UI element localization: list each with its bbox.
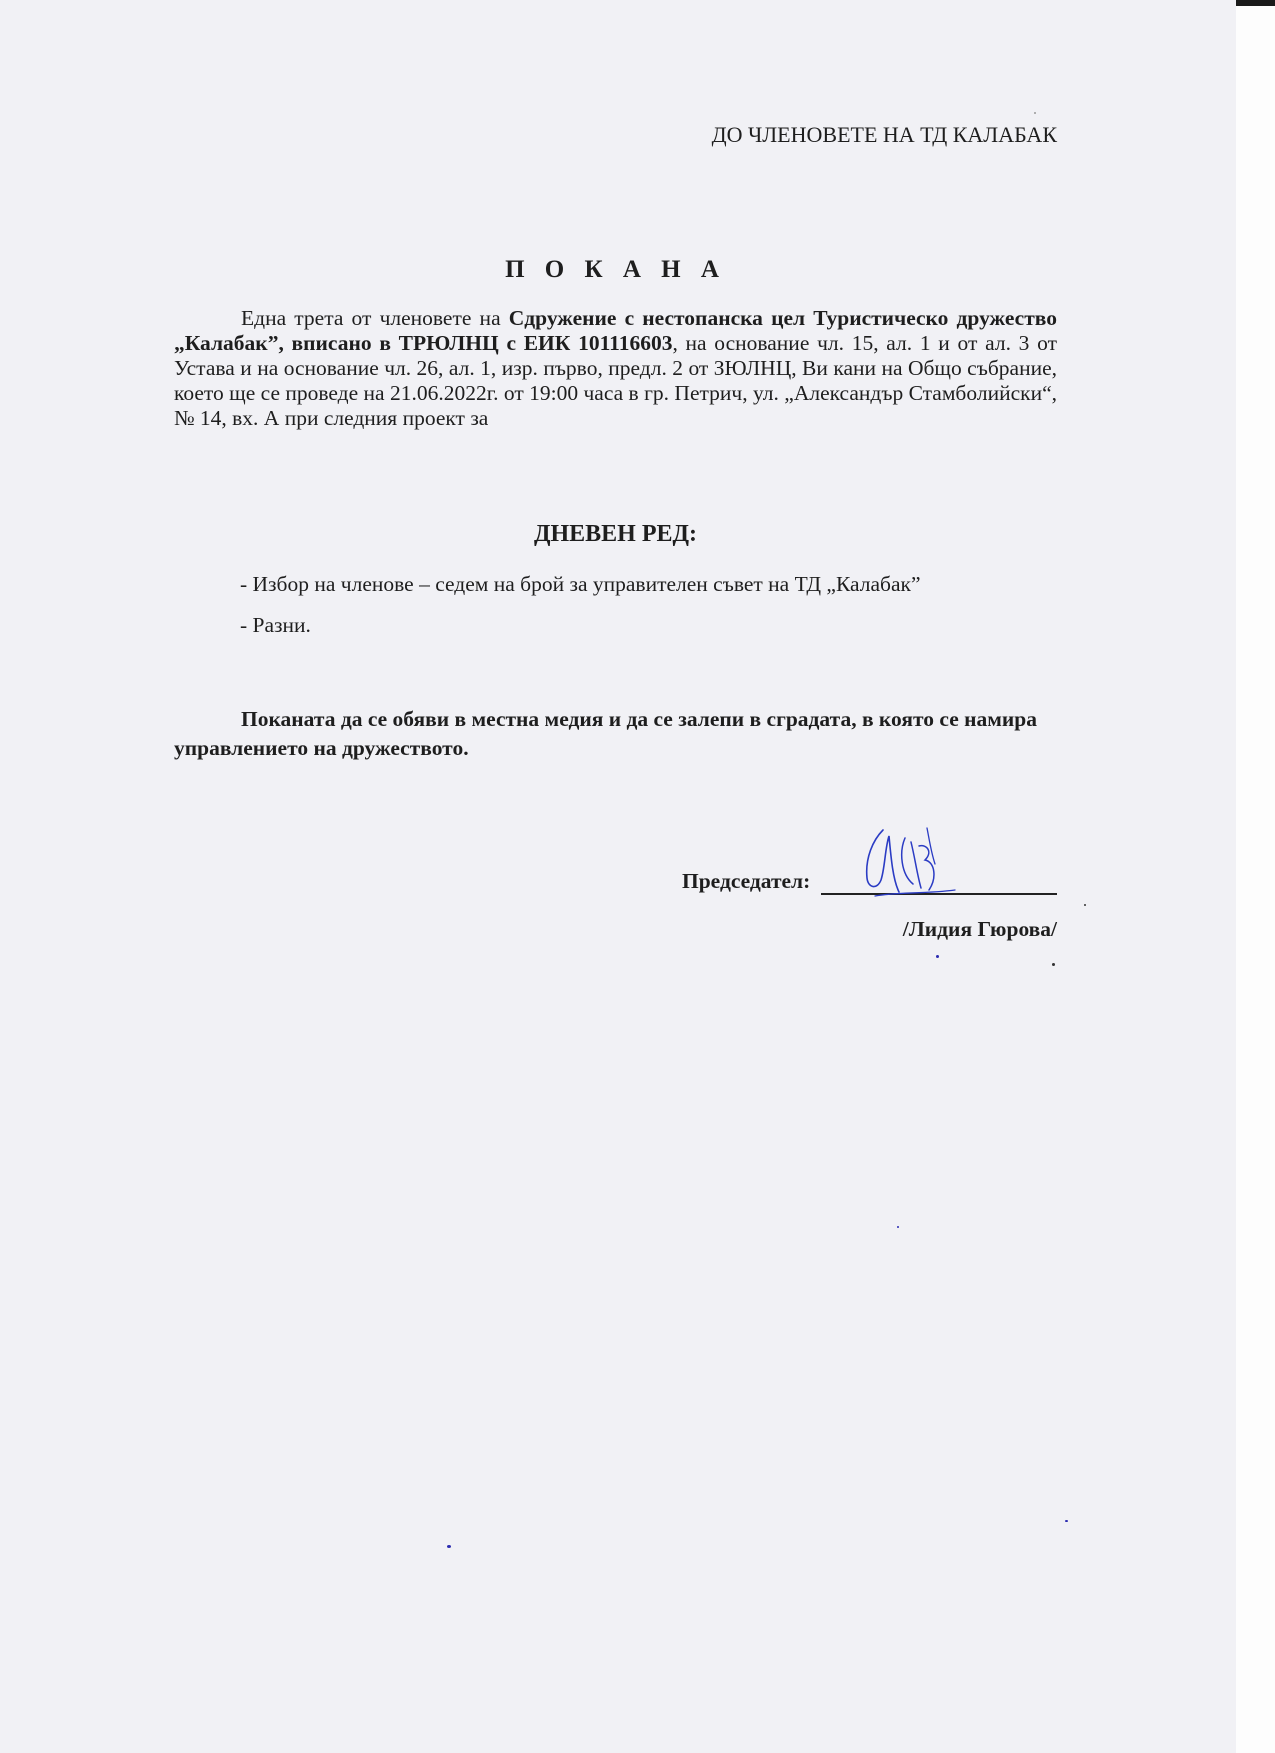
document-title: П О К А Н А [505,256,726,283]
scan-corner-mark [1236,0,1275,6]
scan-margin [1236,0,1275,1753]
addressee: ДО ЧЛЕНОВЕТЕ НА ТД КАЛАБАК [711,122,1057,147]
ink-speck [1034,112,1036,114]
agenda-title: ДНЕВЕН РЕД: [533,521,698,547]
body-bold-org: Сдружение с нестопанска цел Туристическо дружество „Калабак”, вписано в ТРЮЛНЦ с ЕИК 101116603 [174,306,1057,355]
ink-speck [897,1226,899,1228]
chair-label: Председател: [682,869,811,893]
ink-speck [1065,1520,1068,1522]
invitation-body [174,306,1057,431]
ink-speck [936,955,939,958]
agenda-item: - Избор на членове – седем на брой за управителен съвет на ТД „Калабак” [240,572,921,596]
ink-speck [447,1545,451,1548]
ink-speck [1084,904,1086,906]
ink-speck [1052,963,1055,966]
signature-icon [855,818,965,910]
body-text-1: Една трета от членовете на [241,306,509,330]
agenda-item: - Разни. [240,613,311,637]
chair-name: /Лидия Гюрова/ [902,917,1057,941]
body-text-2: , на основание чл. 15, ал. 1 и от ал. 3 от Устава и на основание чл. 26, ал. 1, изр. първо, предл. 2 от ЗЮЛНЦ, Ви кани на Общо събрание, което ще се проведе на 21.06.2022г. от 19:00 часа в гр. Петрич, ул. „Александър Стамболийски“, № 14, вх. А при следния проект за [174,331,1057,430]
publication-notice: Поканата да се обяви в местна медия и да се залепи в сградата, в която се намира управлението на дружеството. [174,707,1038,760]
